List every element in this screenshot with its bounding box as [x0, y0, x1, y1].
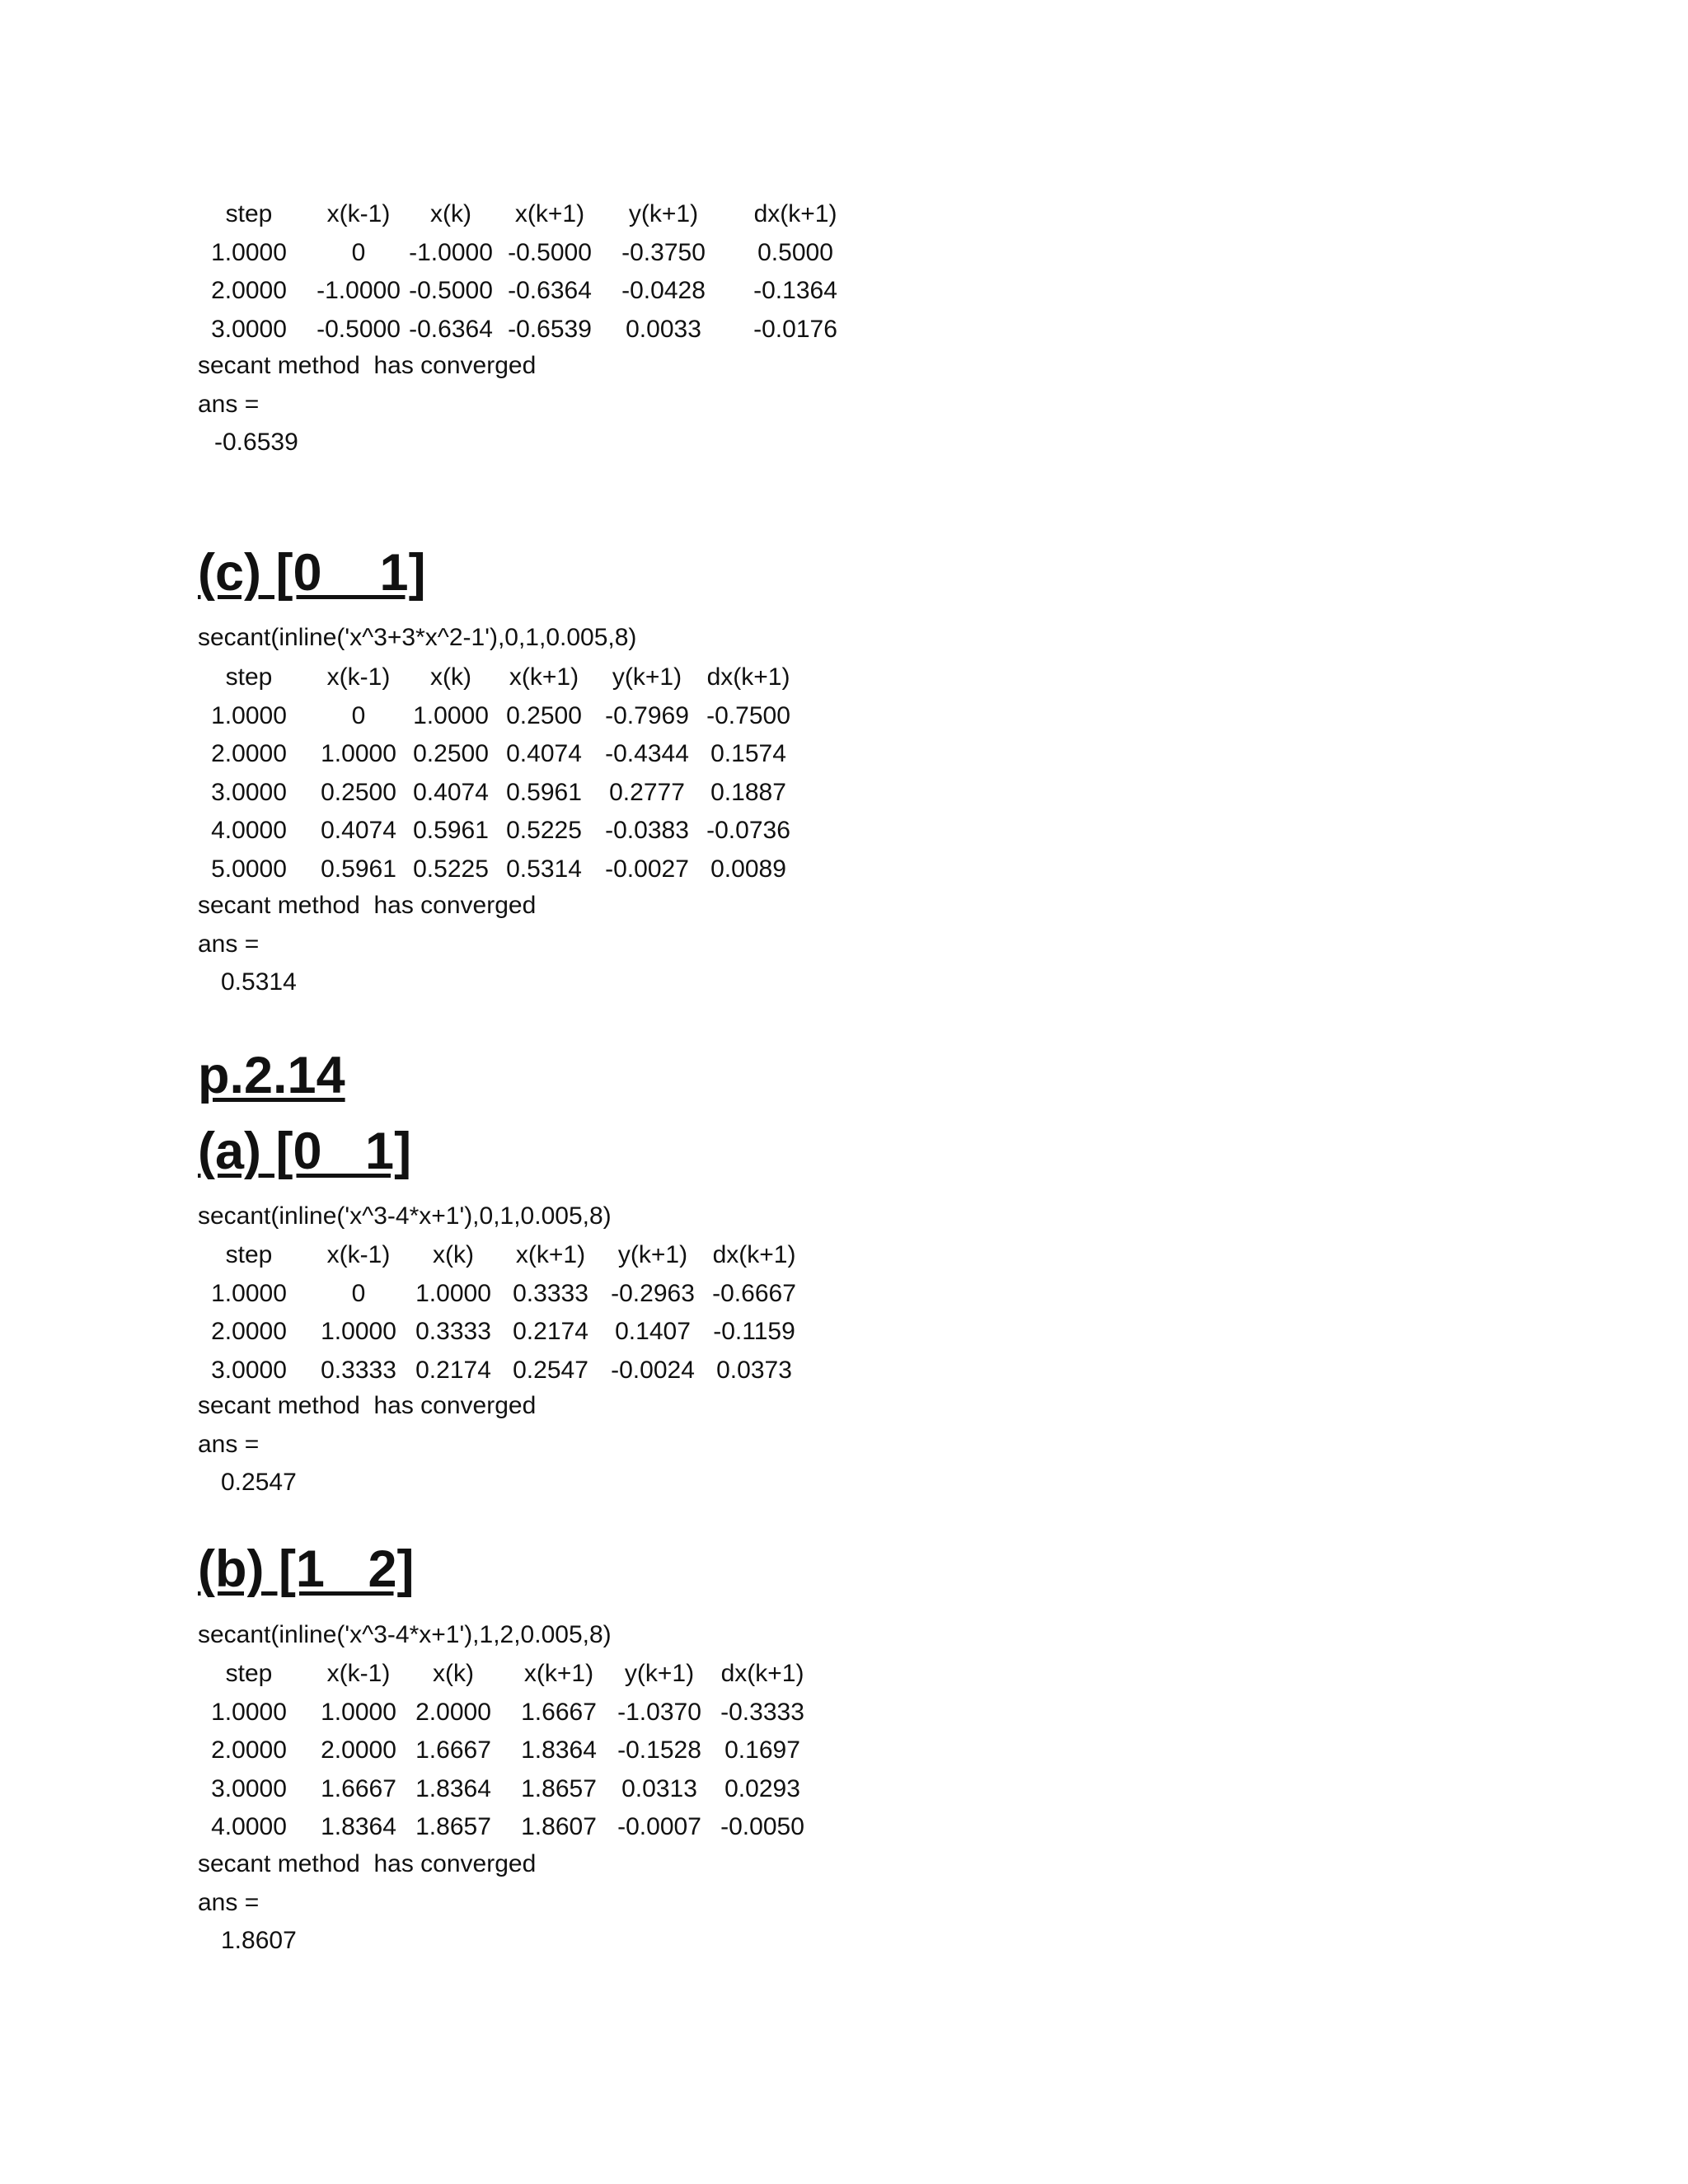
table-cell: -0.1159: [713, 1318, 795, 1345]
table-cell: 2.0000: [415, 1698, 491, 1726]
column-header: x(k-1): [326, 663, 391, 691]
table-header-row: [0, 1659, 1688, 1689]
table-cell: 0.2500: [506, 701, 582, 729]
ans-value: 0.2547: [221, 1469, 297, 1496]
column-header: x(k-1): [326, 200, 391, 227]
column-header: x(k+1): [514, 200, 585, 227]
table-cell: 0.5314: [506, 855, 582, 883]
table-row: [0, 1317, 1688, 1347]
table-cell: 0: [351, 1279, 366, 1307]
column-header: dx(k+1): [753, 200, 837, 227]
table-cell: 1.8364: [321, 1813, 396, 1840]
column-header: x(k-1): [326, 1241, 391, 1268]
table-row: [0, 1774, 1688, 1804]
table-header-row: [0, 1240, 1688, 1270]
table-cell: 2.0000: [321, 1736, 396, 1764]
table-cell: -0.0050: [720, 1813, 804, 1840]
table-cell: -0.0176: [753, 315, 837, 343]
column-header: y(k+1): [624, 1660, 695, 1687]
column-header: dx(k+1): [720, 1660, 804, 1687]
column-header: x(k): [430, 663, 471, 691]
table-cell: 1.0000: [211, 701, 287, 729]
table-cell: 0.2777: [609, 778, 685, 806]
table-header-row: [0, 199, 1688, 229]
table-cell: 2.0000: [211, 277, 287, 304]
table-cell: 0.1407: [615, 1318, 691, 1345]
column-header: step: [225, 1660, 273, 1687]
table-cell: -0.7500: [706, 701, 790, 729]
table-cell: 0.3333: [415, 1318, 491, 1345]
command-line: secant(inline('x^3+3*x^2-1'),0,1,0.005,8): [198, 624, 637, 651]
table-cell: 3.0000: [211, 1774, 287, 1802]
table-cell: -0.6667: [712, 1279, 796, 1307]
section-heading-c: (c) [0 1]: [198, 544, 426, 602]
table-cell: -0.0736: [706, 817, 790, 844]
table-cell: -0.0024: [611, 1356, 695, 1384]
table-cell: -0.2963: [611, 1279, 695, 1307]
table-cell: 1.8364: [415, 1774, 491, 1802]
column-header: step: [225, 1241, 273, 1268]
table-cell: 2.0000: [211, 1318, 287, 1345]
table-cell: 2.0000: [211, 1736, 287, 1764]
table-cell: -0.6539: [508, 315, 592, 343]
table-cell: 0: [351, 701, 366, 729]
table-cell: 3.0000: [211, 1356, 287, 1384]
table-cell: 0.0373: [716, 1356, 792, 1384]
table-row: [0, 1356, 1688, 1385]
section-heading-b: (b) [1 2]: [198, 1540, 415, 1598]
table-cell: -0.5000: [508, 238, 592, 266]
table-row: [0, 1279, 1688, 1309]
table-cell: -0.5000: [409, 277, 493, 304]
command-line: secant(inline('x^3-4*x+1'),0,1,0.005,8): [198, 1202, 612, 1230]
ans-label: ans =: [198, 1431, 260, 1458]
table-cell: 0.5961: [506, 778, 582, 806]
table-cell: 0.1887: [710, 778, 786, 806]
table-cell: 0.1574: [710, 740, 786, 767]
table-cell: 4.0000: [211, 817, 287, 844]
table-cell: 0.3333: [513, 1279, 588, 1307]
status-text: secant method has converged: [198, 892, 537, 919]
table-cell: -0.1364: [753, 277, 837, 304]
column-header: x(k+1): [515, 1241, 586, 1268]
table-row: [0, 816, 1688, 846]
table-cell: 1.0000: [413, 701, 489, 729]
table-cell: -0.1528: [617, 1736, 701, 1764]
table-cell: 1.8607: [521, 1813, 597, 1840]
status-text: secant method has converged: [198, 1392, 537, 1419]
table-cell: -0.3750: [621, 238, 706, 266]
command-line: secant(inline('x^3-4*x+1'),1,2,0.005,8): [198, 1621, 612, 1648]
table-cell: 2.0000: [211, 740, 287, 767]
table-cell: 0.2500: [413, 740, 489, 767]
table-cell: 3.0000: [211, 778, 287, 806]
ans-value: -0.6539: [214, 429, 298, 456]
column-header: x(k): [430, 200, 471, 227]
column-header: step: [225, 663, 273, 691]
table-cell: -0.6364: [508, 277, 592, 304]
table-cell: 1.6667: [321, 1774, 396, 1802]
table-cell: 0.4074: [506, 740, 582, 767]
table-cell: -0.5000: [316, 315, 401, 343]
table-cell: 0.2174: [513, 1318, 588, 1345]
table-row: [0, 1698, 1688, 1727]
table-cell: 0.3333: [321, 1356, 396, 1384]
table-cell: -0.3333: [720, 1698, 804, 1726]
column-header: y(k+1): [628, 200, 699, 227]
status-text: secant method has converged: [198, 352, 537, 379]
table-cell: 1.0000: [321, 740, 396, 767]
table-cell: 0.4074: [321, 817, 396, 844]
column-header: x(k-1): [326, 1660, 391, 1687]
table-row: [0, 1736, 1688, 1765]
section-heading-a: (a) [0 1]: [198, 1122, 412, 1180]
table-cell: 1.6667: [521, 1698, 597, 1726]
column-header: dx(k+1): [706, 663, 790, 691]
table-row: [0, 1812, 1688, 1842]
ans-value: 1.8607: [221, 1927, 297, 1954]
column-header: x(k): [433, 1660, 474, 1687]
table-cell: 3.0000: [211, 315, 287, 343]
table-cell: -0.0027: [605, 855, 689, 883]
column-header: step: [225, 200, 273, 227]
table-cell: 0.5961: [413, 817, 489, 844]
column-header: y(k+1): [612, 663, 682, 691]
table-cell: -0.0383: [605, 817, 689, 844]
table-row: [0, 276, 1688, 306]
table-cell: -1.0000: [316, 277, 401, 304]
table-cell: 1.8657: [521, 1774, 597, 1802]
table-cell: 0.2174: [415, 1356, 491, 1384]
table-cell: 5.0000: [211, 855, 287, 883]
table-row: [0, 238, 1688, 268]
table-cell: -0.0007: [617, 1813, 701, 1840]
table-cell: 0.4074: [413, 778, 489, 806]
table-cell: 1.6667: [415, 1736, 491, 1764]
table-cell: 1.8364: [521, 1736, 597, 1764]
table-cell: 0.0313: [621, 1774, 697, 1802]
column-header: x(k+1): [509, 663, 579, 691]
table-row: [0, 778, 1688, 808]
table-cell: 1.0000: [211, 1279, 287, 1307]
status-text: secant method has converged: [198, 1850, 537, 1877]
table-cell: 1.0000: [321, 1698, 396, 1726]
table-cell: -0.4344: [605, 740, 689, 767]
table-cell: 0.2547: [513, 1356, 588, 1384]
column-header: y(k+1): [617, 1241, 688, 1268]
ans-value: 0.5314: [221, 968, 297, 996]
table-cell: -0.7969: [605, 701, 689, 729]
table-cell: 0.5961: [321, 855, 396, 883]
table-cell: -0.6364: [409, 315, 493, 343]
column-header: x(k): [433, 1241, 474, 1268]
table-row: [0, 855, 1688, 884]
table-cell: 0.0293: [724, 1774, 800, 1802]
table-row: [0, 701, 1688, 731]
table-cell: -1.0000: [409, 238, 493, 266]
problem-heading: p.2.14: [198, 1047, 345, 1104]
table-cell: 0.2500: [321, 778, 396, 806]
table-cell: 0.0089: [710, 855, 786, 883]
ans-label: ans =: [198, 391, 260, 418]
table-cell: 1.0000: [211, 1698, 287, 1726]
ans-label: ans =: [198, 1889, 260, 1916]
table-cell: 1.0000: [211, 238, 287, 266]
table-cell: 4.0000: [211, 1813, 287, 1840]
column-header: dx(k+1): [712, 1241, 796, 1268]
table-cell: 1.0000: [415, 1279, 491, 1307]
table-row: [0, 315, 1688, 344]
table-cell: 0.5225: [506, 817, 582, 844]
ans-label: ans =: [198, 930, 260, 958]
table-cell: 1.8657: [415, 1813, 491, 1840]
table-cell: 0.0033: [626, 315, 701, 343]
column-header: x(k+1): [523, 1660, 594, 1687]
table-cell: -1.0370: [617, 1698, 701, 1726]
table-row: [0, 739, 1688, 769]
table-header-row: [0, 663, 1688, 692]
table-cell: -0.0428: [621, 277, 706, 304]
table-cell: 0.5000: [757, 238, 833, 266]
table-cell: 1.0000: [321, 1318, 396, 1345]
table-cell: 0.1697: [724, 1736, 800, 1764]
table-cell: 0.5225: [413, 855, 489, 883]
table-cell: 0: [351, 238, 366, 266]
